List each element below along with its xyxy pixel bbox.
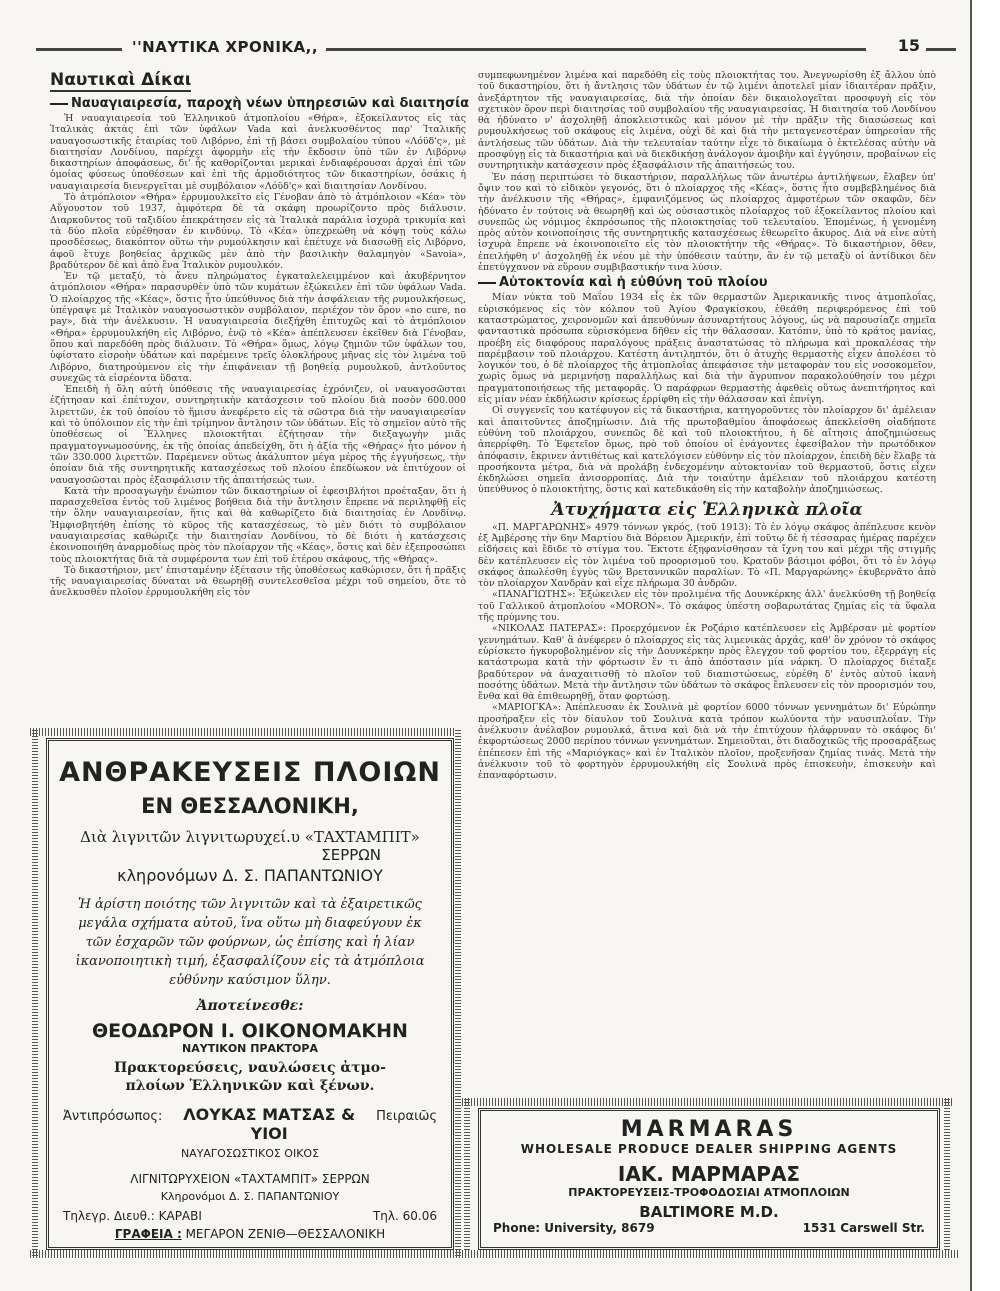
paragraph: «ΝΙΚΟΛΑΣ ΠΑΤΕΡΑΣ»: Προερχόμενον ἐκ Ροζάριο κατέπλευσεν εἰς Ἀμβέρσαν μὲ φορτίον γεννημάτων. Καθ' ἃ ἀνέφερεν ὁ πλοίαρχος εἰς τὰς λιμενικὰς ἀρχάς, καθ' ὃν χρόνον τὸ σκάφος εὑρίσκετο ἠγκυροβολημένον εἰς τὴν Δουνκέρκην πρὸς ἔλεγχον τοῦ φορτίου του, ἐξερράγη εἰς κατάστρωμα κατὰ τὴν φόρτωσιν ἕν τι ἀπὸ ἀπόστασιν μία νάρκη. Ὁ πλοίαρχος διέταξε βραδύτερον νὰ ἀναχαιτισθῇ τὸ πλοῖον τοῦ διαπιστώσεως, εὑρέθη δ' ἐντὸς αὐτοῦ ἱκανὴ ποσότης ὑδάτων. Μετὰ τὴν ἄντλησιν τῶν ὑδάτων τὸ σκάφος ἔπλευσεν εἰς τὸν προορισμόν του, ἔνθα καὶ θὰ ἐπιθεωρηθῇ, ὅταν φορτώσῃ. [478, 623, 936, 703]
subheading-salvage [50, 96, 470, 111]
ad2-services: ΠΡΑΚΤΟΡΕΥΣΕΙΣ-ΤΡΟΦΟΔΟΣΙΑΙ ΑΤΜΟΠΛΟΙΩΝ [568, 1186, 850, 1199]
section-title-accidents: Ἀτυχήματα εἰς Ἑλληνικὰ πλοῖα [551, 499, 863, 520]
ad-offices: ΜΕΓΑΡΟΝ ΖΕΝΙΘ—ΘΕΣΣΑΛΟΝΙΚΗ [185, 1227, 386, 1241]
running-header [36, 36, 966, 60]
ad2-greek-name: ΙΑΚ. ΜΑΡΜΑΡΑΣ [617, 1162, 801, 1186]
decorative-border [455, 728, 461, 1256]
decorative-border [462, 1098, 954, 1106]
paragraph: Ἐν πάσῃ περιπτώσει τὸ δικαστήριον, παραλλήλως τῶν ἀνωτέρω ἀντιλήψεων, ἔλαβεν ὑπ' ὄψιν του καὶ τὸ εἰδικὸν γεγονός, ὅτι ὁ πλοίαρχος τῆς «Κέας», ὅστις ἦτο συμβεβλημένος διὰ τὴν ἀνέλκυσιν τῆς «Θήρας», ἐμφανιζόμενος ὡς πλοίαρχος ἀμφοτέρων τῶν σκαφῶν, δὲν ἠδύνατο ἐν τούτοις νὰ θεωρηθῇ καὶ ὡς οὐσιαστικὸς πλοίαρχος τοῦ ἐξοκείλαντος πλοίου καὶ συνεπῶς ὡς νόμιμος ἐκπρόσωπος τῆς πλοιοκτησίας τοῦ τελευταίου. Ἐπομένως, ἡ γενομένη πρὸς αὐτὸν κοινοποίησις τῆς συντηρητικῆς κατασχέσεως ἐθεωρεῖτο ἄκυρος. Διὰ νὰ εἶνε αὐτὴ ἰσχυρὰ ἔπρεπε νὰ ἐκοινοποιεῖτο εἰς τὸν πλοιοκτήτην τῆς «Θήρας». Τὸ δικαστήριον, ὅθεν, ἐπειλήφθη ν' ἀσχοληθῇ ἐκ νέου μὲ τὴν ὑπόθεσιν ταύτην, ἂν ἐν τῷ μεταξὺ οἱ ἀντίδικοι δὲν ἐπετύγχανον νὰ εὕρουν συμβιβαστικήν τινα λύσιν. [478, 171, 936, 274]
ad-heirs-line: κληρονόμων Δ. Σ. ΠΑΠΑΝΤΩΝΙΟΥ [117, 866, 383, 885]
decorative-border [30, 1250, 960, 1258]
ad-telegraph [63, 1209, 202, 1223]
decorative-border [30, 728, 455, 736]
paragraph: Ἐν τῷ μεταξύ, τὸ ἄνευ πληρώματος ἐγκαταλελειμμένον καὶ ἀκυβέρνητον ἀτμόπλοιον «Θήρα» παρασυρθὲν ὑπὸ τῶν κυμάτων ἐξώκειλεν ἐπὶ τῶν ὑφάλων Vada. Ὁ πλοίαρχος τῆς «Κέας», ὅστις ἦτο ὑπεύθυνος διὰ τὴν ἀσφάλειαν τῆς ρυμουλκήσεως, ὑπέγραψε μὲ Ἰταλικὸν ναυαγοσωστικὸν συμβόλαιον, περιέχον τὸν ὅρον «no cure, no pay», διὰ τὴν ἀνέλκυσιν. Ἡ ναυαγιαιρεσία διεξήχθη ἐπιτυχῶς καὶ τὸ ἀτμόπλοιον «Θήρα» ἐρρυμουλκήθη εἰς Λιβόρνο, ἐνῷ τὸ «Κέα» ἀπέπλευσεν ἐκεῖθεν διὰ Γένοβαν, ὅπου καὶ παρεδόθη πρὸς διάλυσιν. Τὸ «Θήρα» ὅμως, λόγῳ ζημιῶν τῶν ὑφάλων του, ὑφίστατο εἰσροὴν ὑδάτων καὶ παρέμεινε τρεῖς ὁλοκλήρους μῆνας εἰς τὸν λιμένα τοῦ Λιβόρνο, διατηρούμενον εἰς τὴν ἐπιφάνειαν τῇ βοηθείᾳ ρυμουλκοῦ, ἀντλοῦντος συνεχῶς τὰ εἰσρέοντα ὕδατα. [50, 271, 466, 384]
ad-services-line: πλοίων Ἑλληνικῶν καὶ ξένων. [125, 1078, 375, 1094]
ad-agent-title: ΝΑΥΤΙΚΟΝ ΠΡΑΚΤΟΡΑ [182, 1042, 318, 1055]
ad-services-line: Πρακτορεύσεις, ναυλώσεις ἀτμο- [114, 1060, 386, 1076]
ad-offices-row [49, 1227, 451, 1241]
ad-offices-label: ΓΡΑΦΕΙΑ : [114, 1227, 182, 1241]
ad-rep-label: Ἀντιπρόσωπος: [63, 1109, 163, 1124]
header-rule-middle [326, 48, 866, 51]
paragraph: Ἡ ναυαγιαιρεσία τοῦ Ἑλληνικοῦ ἀτμοπλοίου «Θήρα», ἐξοκείλαντος εἰς τὰς Ἰταλικὰς ἀκτὰς ἐπὶ τῶν ὑφάλων Vada καὶ ἀνελκυσθέντος παρ' Ἰταλικῆς ναυαγοσωστικῆς ἑταιρίας τοῦ Λιβόρνο, ἐπὶ τῇ βάσει συμβολαίου τύπου «Λόϋδ'ς», μὲ διαιτησίαν Λονδίνου, παρέχει ἀφορμὴν εἰς τὴν ἔκδοσιν ὑπὸ τῶν ἐν Λιβόρνῳ δικαστηρίων ἀποφάσεως, δι' ἧς καθορίζονται μερικαὶ ἐνδιαφέρουσαι ἀρχαὶ ἐπὶ τῶν ὁμοίας φύσεως ὑποθέσεων καὶ ἐπὶ τῆς ἁρμοδιότητος τῶν δικαστηρίων, ὁσάκις ἡ ναυαγιαιρεσία διενεργεῖται μὲ συμβόλαιον «Λόϋδ'ς» καὶ διαιτησίαν Λονδίνου. [50, 113, 466, 192]
left-column [50, 70, 470, 599]
subheading-salvage-text: Ναυαγιαιρεσία, παροχὴ νέων ὑπηρεσιῶν καὶ διαιτησία [71, 96, 470, 111]
section-title-naval-trials: Ναυτικαὶ Δίκαι [50, 70, 192, 90]
ad-mine-name: ΛΙΓΝΙΤΩΡΥΧΕΙΟΝ «ΤΑΧΤΑΜΠΙΤ» ΣΕΡΡΩΝ [130, 1172, 370, 1186]
paragraph: συμπεφωνημένον λιμένα καὶ παρεδόθη εἰς τοὺς πλοιοκτήτας του. Ἀνεγνωρίσθη ἐξ ἄλλου ὑπὸ τοῦ δικαστηρίου, ὅτι ἡ ἄντλησις τῶν ὑδάτων ἐν τῷ λιμένι ἀποτελεῖ μίαν ἰδιαιτέραν πρᾶξιν, ἀνεξάρτητον τῆς ναυαγιαιρεσίας, διὰ τὴν ὁποίαν δὲν δικαιολογεῖται προσφυγὴ εἰς τὸν σχετικὸν ὅρον περὶ διαιτησίας τοῦ συμβολαίου τῆς ναυαγιαιρεσίας. Ἡ διαιτησία τοῦ Λονδίνου θὰ ἠδύνατο ν' ἀσχοληθῇ ἀποκλειστικῶς καὶ μόνον μὲ τὴν πρᾶξιν τῆς διασώσεως καὶ ρυμουλκήσεως τοῦ σκάφους εἰς λιμένα, οὐχὶ δὲ καὶ διὰ τὴν μεταγενεστέραν ὑπηρεσίαν τῆς ἀντλήσεως τῶν ὑδάτων. Διὰ τὴν τελευταίαν ταύτην εἶχε τὸ δικαίωμα ὁ ἐκτελέσας αὐτὴν νὰ προσφύγῃ εἰς τὰ δικαστήρια καὶ νὰ διεκδικήσῃ ἀνάλογον ἀμοιβὴν καὶ ἐγγύησιν, προβαίνων εἰς συντηρητικὴν κατάσχεσιν πρὸς ἐξασφάλισιν τῆς ἀπαιτήσεώς του. [478, 70, 936, 172]
ad-rep-desc: ΝΑΥΑΓΟΣΩΣΤΙΚΟΣ ΟΙΚΟΣ [180, 1147, 320, 1160]
ad-telegraph-label: Τηλεγρ. Διευθ.: [63, 1209, 155, 1223]
ad2-tagline: WHOLESALE PRODUCE DEALER SHIPPING AGENTS [520, 1142, 898, 1156]
paragraph: «ΠΑΝΑΓΙΩΤΗΣ»: Ἐξώκειλεν εἰς τὸν προλιμένα τῆς Δουνκέρκης ἀλλ' ἀνελκύσθη τῇ βοηθείᾳ τοῦ Γαλλικοῦ ἀτμοπλοίου «MORON». Τὸ σκάφος ὑπέστη σοβαρωτάτας ζημίας εἰς τὰ ὕφαλα τῆς πρύμνης του. [478, 589, 936, 624]
advertisement-coal [46, 738, 454, 1250]
paragraph: «Π. ΜΑΡΓΑΡΩΝΗΣ» 4979 τόννων γκρός, (τοῦ 1913): Τὸ ἐν λόγῳ σκάφος ἀπέπλευσε κενὸν ἐξ Ἀμβέρσης τὴν 6ην Μαρτίου διὰ Βόρειον Ἀμερικήν, ἐπὶ τοῦτῳ δὲ ἡ τέσσαρας ἡμέρας παρέχεν εἰδήσεις καὶ ἔδιδε τὸ στίγμα του. Ἔκτοτε ἐξηφανίσθησαν τὰ ἴχνη του καὶ μέχρι τῆς στιγμῆς δὲν κατέπλευσεν εἰς τὸν λιμένα τοῦ προορισμοῦ του. Κρατοῦν βάσιμοι φόβοι, ὅτι τὸ ἐν λόγῳ σκάφος ἀπωλέσθη ἐγγὺς τῶν Βρεταννικῶν παραλίων. Τὸ «Π. Μαργαρώνης» ἐκυβερνᾶτο ἀπὸ τὸν πλοίαρχον Χανδρὰν καὶ εἶχε πλήρωμα 30 ἀνδρῶν. [478, 521, 936, 590]
ad-serres: ΣΕΡΡΩΝ [321, 846, 381, 864]
subheading-suicide [478, 275, 936, 290]
scan-edge [970, 0, 1000, 1291]
decorative-border [944, 1098, 950, 1250]
paragraph: «ΜΑΡΙΟΓΚΑ»: Ἀπέπλευσαν ἐκ Σουλινὰ μὲ φορτίον 6000 τόννων γεννημάτων δι' Εὐρώπην προσήραξεν εἰς τὸν δίαυλον τοῦ Σουλινὰ κατὰ τρόπον κωλύοντα τὴν ναυσιπλοΐαν. Τὴν ἀνέλκυσιν ἀνέλαβον ρυμουλκά, ἅτινα καὶ διὰ νὰ τὴν ἐπιτύχουν ἠλάφρυναν τὸ σκάφος δι' ἐκφορτώσεως 2000 περίπου τόννων γεννημάτων. Σημειοῦται, ὅτι διαδοχικῶς τῆς προσαράξεως ἐπέπεσεν ἐπὶ τῆς «Μαριόγκας» καὶ ἐν Ἰταλικὸν πλοῖον, προξενῆσαν ζημίας τινάς. Μετὰ τὴν ἀνέλκυσιν τοῦ τὸ φορτηγὸν ἐρρυμουλκήθη εἰς Σουλινὰ πρὸς ἐπισκευὴν, ἐπισκευὴν καὶ ἐπαναφόρτωσιν. [478, 702, 936, 782]
paragraph: Τὸ δικαστήριον, μετ' ἐπισταμένην ἐξέτασιν τῆς ὑποθέσεως καθώρισεν, ὅτι ἡ πρᾶξις τῆς ναυαγιαιρεσίας δύναται νὰ θεωρηθῇ συντελεσθεῖσα μέχρι τοῦ σημείου, ὅτε τὸ ἀνελκυσθὲν πλοῖον ἐρρυμουλκήθη εἰς τὸν [50, 564, 466, 599]
decorative-border [464, 1098, 470, 1250]
ad-mine-heirs: Κληρονόμοι Δ. Σ. ΠΑΠΑΝΤΩΝΙΟΥ [160, 1190, 340, 1203]
ad-rep-city: Πειραιῶς [376, 1109, 437, 1124]
ad2-contact-row [481, 1221, 937, 1235]
paragraph: Μίαν νύκτα τοῦ Μαΐου 1934 εἷς ἐκ τῶν θερμαστῶν Ἀμερικανικῆς τινος ἀτμοπλοΐας, εὑρισκόμενος εἰς τὸν κόλπον τοῦ Ἁγίου Φραγκίσκου, ἐθεάθη περιφερόμενος ἐπὶ τοῦ καταστρώματος, χειρονομῶν καὶ ἀπευθύνων ἀσυναρτήτους λόγους, ὡς νὰ παρουσίαζε σημεῖα φανταστικὰ πρόσωπα εὑρισκόμενα δῆθεν εἰς τὴν θάλασσαν. Κατόπιν, ὑπὸ τὸ κράτος μανίας, προέβη εἰς διαφόρους παραλόγους πράξεις ἀναστατώσας τὸ πλήρωμα καὶ προκαλέσας τὴν παρέμβασιν τοῦ πλοιάρχου. Κατέστη ἀντιληπτόν, ὅτι ὁ ἀτυχὴς θερμαστὴς εἶχεν ἀπολέσει τὸ λογικόν του, ὁ δὲ πλοίαρχος τῆς ἀτμοπλοΐας ἀπεφάσισε τὴν μεταφορὰν του εἰς νοσοκομεῖον, χωρὶς ὅμως νὰ μεριμνήσῃ παραλλήλως καὶ διὰ τὴν ἄγρυπνον παρακολούθησίν του μέχρι πραγματοποιήσεως τῆς μεταφορᾶς. Ὁ παράφρων θερμαστὴς ἀφεθεὶς οὕτως ἀνεπιτήρητος καὶ εἰς μίαν νέαν ἐκδήλωσιν κρίσεως ἐρρίφθη εἰς τὴν θάλασσαν καὶ ἐπνίγη. [478, 292, 936, 406]
ad-location: ΕΝ ΘΕΣΣΑΛΟΝΙΚΗ, [141, 794, 359, 818]
ad-rep-name: ΛΟΥΚΑΣ ΜΑΤΣΑΣ & ΥΙΟΙ [183, 1105, 356, 1143]
right-column [478, 70, 936, 782]
ad-agent-name: ΘΕΟΔΩΡΟΝ Ι. ΟΙΚΟΝΟΜΑΚΗΝ [92, 1020, 408, 1042]
ad2-city: BALTIMORE M.D. [639, 1203, 779, 1221]
ad-representative [49, 1105, 451, 1143]
ad-telegraph-value: ΚΑΡΑΒΙ [158, 1209, 202, 1223]
subheading-suicide-text: Αὐτοκτονία καὶ ἡ εὐθύνη τοῦ πλοίου [499, 275, 768, 291]
ad-headline: ΑΝΘΡΑΚΕΥΣΕΙΣ ΠΛΟΙΩΝ [59, 757, 441, 788]
paragraph: Κατὰ τὴν προσαγωγὴν ἐνώπιον τῶν δικαστηρίων οἱ ἐφεσιβλήτοι προέταξαν, ὅτι ἡ παρασχεθεῖσα ἐντὸς τοῦ λιμένος βοήθεια διὰ τὴν ἄντλησιν ἔπρεπε νὰ περιληφθῇ εἰς τὴν ὅλην ναυαγιαιρεσίαν, ἥτις καὶ θὰ καθωρίζετο διὰ διαιτησίας ἐν Λονδίνῳ. Ἠμφισβητήθη ἐπίσης τὸ κῦρος τῆς κατασχέσεως, τὸ μὲν διότι τὸ συμβόλαιον ναυαγιαιρεσίας καθώριζε τὴν διαιτησίαν Λονδίνου, τὸ δὲ διότι ἡ κατάσχεσις ἐκοινοποιήθη ἀναρμοδίως πρὸς τὸν πλοίαρχον τῆς «Κέας», ὅστις καὶ δὲν ἐξεπροσώπει τοὺς πλοιοκτήτας διὰ τὰ συμφέροντα των ἐπὶ τοῦ ἑτέρου σκάφους, τῆς «Θήρας». [50, 485, 466, 565]
ad2-street: 1531 Carswell Str. [802, 1221, 925, 1235]
ad2-phone: Phone: University, 8679 [493, 1221, 655, 1235]
ad-contact-label: Ἀποτείνεσθε: [196, 998, 304, 1014]
running-title: ''ΝΑΥΤΙΚΑ ΧΡΟΝΙΚΑ,, [126, 38, 324, 56]
ad2-brand: MARMARAS [620, 1117, 798, 1142]
ad-phone: Τηλ. 60.06 [372, 1209, 437, 1223]
page-number: 15 [892, 36, 926, 55]
header-rule-left [36, 48, 122, 51]
ad-mine-line: Διὰ λιγνιτῶν λιγνιτωρυχεί.υ «ΤΑΧΤΑΜΠΙΤ» [80, 828, 420, 846]
ad-telegraph-row [49, 1209, 451, 1223]
ad-services [49, 1059, 451, 1095]
paragraph: Ἐπειδὴ ἡ ὅλη αὐτὴ ὑπόθεσις τῆς ναυαγιαιρεσίας ἐχρόνιζεν, οἱ ναυαγοσῶσται ἐζήτησαν καὶ ἐπέτυχον, συντηρητικὴν κατάσχεσιν τοῦ πλοίου διὰ ποσὸν 600.000 λιρεττῶν, ἐκ τοῦ ὁποίου τὸ ἥμισυ ἀνεφέρετο εἰς τὰ σῶστρα διὰ τὴν ναυαγιαιρεσίαν καὶ τὸ ὑπόλοιπον εἰς τὴν ἐπὶ τρίμηνον ἄντλησιν τῶν ὑδάτων. Εἰς τὸ σημεῖον αὐτὸ τῆς ὑποθέσεως οἱ Ἕλληνες πλοιοκτῆται ἐζήτησαν τὴν διεξαγωγὴν μιᾶς πραγματογνωμοσύνης, ἐκ τῆς ὁποίας ἀπεδείχθη, ὅτι ἡ ἀξία τῆς «Θήρας» ἦτο μόνον ἡ τῶν 330.000 λιρεττῶν. Παρέμενεν οὕτως ἀκάλυπτον μέγα μέρος τῆς ἐγγυήσεως, τὴν ὁποίαν διὰ τῆς συντηρητικῆς κατασχέσεως τοῦ πλοίου ἐπεδίωκον νὰ ἐπιτύχουν οἱ ναυαγοσῶσται πρὸς ἐξασφάλισιν τῆς ἀπαιτήσεώς των. [50, 384, 466, 486]
advertisement-marmaras [478, 1108, 940, 1250]
paragraph: Τὸ ἀτμόπλοιον «Θήρα» ἐρρυμουλκεῖτο εἰς Γένοβαν ἀπὸ τὸ ἀτμόπλοιον «Κέα» τὸν Αὔγουστον τοῦ 1937, ἀμφότερα δὲ τὰ σκάφη προωρίζοντο πρὸς διάλυσιν. Διαρκοῦντος τοῦ ταξιδίου ἐπεκράτησεν εἰς τὰ Ἰταλικὰ παράλια ἰσχυρὰ τρικυμία καὶ τὰ δύο πλοῖα εὑρέθησαν ἐν κινδύνῳ. Τὸ «Κέα» ὑπεχρεώθη νὰ κόψῃ τοὺς κάλω προσδέσεως, διακόπτον οὕτω τὴν ρυμούλκησιν καὶ ἐπέτυχε νὰ διασωθῇ εἰς Λιβόρνο, ἀφοῦ ἔτυχε βοηθείας ἀρχικῶς μὲν ἀπὸ τὴν βασιλικὴν θαλαμηγὸν «Savoia», βραδύτερον δὲ καὶ ἀπὸ ἕνα Ἰταλικὸν ρυμουλκόν. [50, 192, 466, 271]
ad-body: Ἡ ἀρίστη ποιότης τῶν λιγνιτῶν καὶ τὰ ἐξαιρετικῶς μεγάλα σχήματα αὐτοῦ, ἵνα οὕτω μὴ διαφεύγουν ἐκ τῶν ἐσχαρῶν τῶν φούρνων, ὡς ἐπίσης καὶ ἡ λίαν ἱκανοποιητικὴ τιμή, ἐξασφαλίζουν εἰς τὰ ἀτμόπλοια εὐθύνην καύσιμον ὕλην. [75, 897, 425, 988]
dash-rule [50, 103, 68, 105]
decorative-border [32, 728, 38, 1256]
dash-rule [478, 282, 496, 284]
paragraph: Οἱ συγγενεῖς του κατέφυγον εἰς τὰ δικαστήρια, κατηγοροῦντες τὸν πλοίαρχον δι' ἀμέλειαν καὶ ἀπαιτοῦντες ἀποζημίωσιν. Διὰ τῆς πρωτοβαθμίου ἀποφάσεως ἀπεκλείσθη οἱαδήποτε εὐθύνη τοῦ πλοιάρχου, συνεπῶς δὲ καὶ τοῦ πλοιοκτήτου, ἡ δὲ αἴτησις ἀποζημιώσεως ἀπερρίφθη. Τὸ Ἐφετεῖον ὅμως, πρὸ τοῦ ὁποίου οἱ ἐνάγοντες ἐφεσίβαλον τὴν πρωτόδικον ἀπόφασιν, ἔκρινεν ἀντιθέτως καὶ κατελόγισεν εὐθύνην εἰς τὸν πλοίαρχον, ἐπειδὴ δὲν ἔλαβε τὰ προσήκοντα μέτρα, διὰ νὰ προλάβῃ ἐνδεχομένην αὐτοκτονίαν τοῦ θερμαστοῦ, ὅστις εἶχεν ἐκδηλώσει σημεῖα ἀνισορροπίας. Διὰ τὴν τοιαύτην ἀμέλειαν τοῦ πλοιάρχου κατέστη ὑπεύθυνος ὁ πλοιοκτήτης, ὅστις καὶ κατεδικάσθη εἰς τὴν καταβολὴν ἀποζημιώσεως. [478, 405, 936, 496]
